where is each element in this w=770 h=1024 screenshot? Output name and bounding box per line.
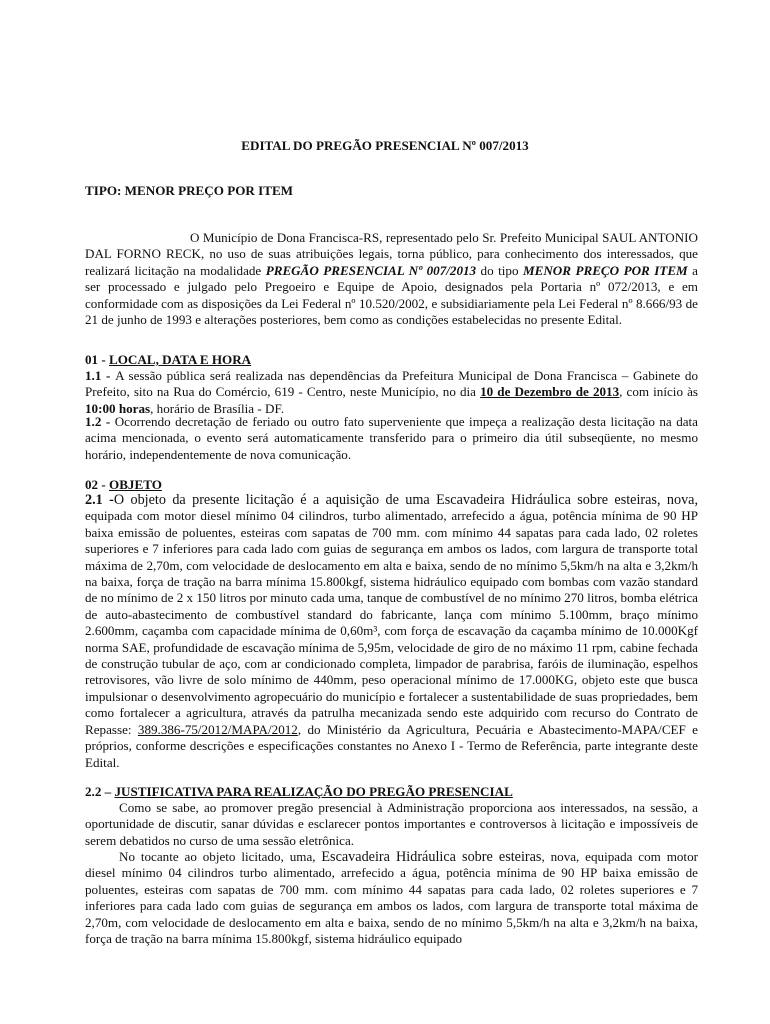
intro-paragraph [85, 230, 698, 328]
type-line: TIPO: MENOR PREÇO POR ITEM [85, 183, 294, 198]
item-1-1-text-2: , com início às [619, 384, 698, 400]
section-2-2-title: JUSTIFICATIVA PARA REALIZAÇÃO DO PREGÃO PRESENCIAL [114, 784, 513, 799]
intro-text-1: O Município de Dona Francisca-RS, representado pelo Sr. Prefeito Municipal SAUL ANTONIO DAL FORNO RECK, no uso de suas atribuições legais, torna público, para conhecimento dos interessados, que realizará licitação na modalidade [85, 230, 698, 278]
item-2-1-text-2: , do Ministério da Agricultura, Pecuária e Abastecimento-MAPA/CEF e próprios, conforme descrições e especificações constantes no Anexo I - Termo de Referência, parte integrante deste Edital. [85, 721, 698, 770]
section-2-2-heading [85, 784, 513, 800]
item-1-2-text: Ocorrendo decretação de feriado ou outro fato superveniente que impeça a realização desta licitação na data acima mencionada, o evento será automaticamente transferido para o primeiro dia útil subseqüente, no mesmo horário, independentemente de nova comunicação. [85, 414, 698, 462]
document-title: EDITAL DO PREGÃO PRESENCIAL Nº 007/2013 [241, 138, 529, 153]
item-1-1-text-3: , horário de Brasília - DF. [150, 400, 284, 416]
justification-paragraph-1: Como se sabe, ao promover pregão presencial à Administração proporciona aos interessados, na sessão, a oportunidade de discutir, sanar dúvidas e esclarecer pontos importantes e controversos à licitação e impossíveis de serem debatidos no curso de uma sessão eletrônica. [85, 800, 698, 848]
session-date: 10 de Dezembro de 2013 [480, 384, 620, 400]
section-01-heading [85, 352, 251, 368]
item-2-1-text-1: equipada com motor diesel mínimo 04 cilindros, turbo alimentado, arrefecido a água, potência mínima de 90 HP baixa emissão de poluentes, esteiras com sapatas de 700 mm. com mínimo 44 sapatas para cada lado, 02 roletes superiores e 7 inferiores para cada lado com guias de segurança em ambos os lados, com largura de transporte total máxima de 2,70m, com velocidade de deslocamento em alta e baixa, sendo de no mínimo 5,5km/h na alta e 3,2km/h na baixa, força de tração na barra mínima 15.800kgf, sistema hidráulico equipado com bombas com vazão standard de no mínimo de 2 x 150 litros por minuto cada uma, tanque de combustível de no mínimo 270 litros, bomba elétrica de auto-abastecimento de combustível standard do fabricante, lança com mínimo 5.100mm, braço mínimo 2.600mm, caçamba com capacidade mínima de 0,60m³, com força de escavação da caçamba mínimo de 10.000Kgf norma SAE, profundidade de escavação mínima de 5,95m, velocidade de giro de no máximo 11 rpm, cabine fechada de construção tubular de aço, com ar condicionado completa, limpador de parabrisa, faróis de iluminação, espelhos retrovisores, vão livre de solo mínimo de 440mm, peso operacional mínimo de 17.000KG, objeto este que busca impulsionar o desenvolvimento agropecuário do município e fortalecer a sustentabilidade de suas propriedades, bem como fortalecer a agricultura, através da patrulha mecanizada sendo este adquirido com recurso do Contrato de Repasse: [85, 508, 698, 737]
item-2-1 [85, 492, 698, 771]
item-2-1-lead: O objeto da presente licitação é a aquisição de uma Escavadeira Hidráulica sobre esteiras, nova, [113, 492, 699, 508]
intro-type: MENOR PREÇO POR ITEM [522, 262, 688, 278]
justification-text-1: No tocante ao objeto licitado, uma, [119, 849, 322, 864]
intro-text-3: a ser processado e julgado pelo Pregoeiro e Equipe de Apoio, designados pela Portaria nº 072/2013, e em conformidade com as disposições da Lei Federal nº 10.520/2002, e subsidiariamente pela Lei Federal nº 8.666/93 de 21 de junho de 1993 e alterações posteriores, bem como as condições estabelecidas no presente Edital. [85, 262, 698, 328]
section-01-title: LOCAL, DATA E HORA [109, 352, 252, 367]
intro-text-2: do tipo [476, 262, 523, 278]
item-1-1 [85, 368, 698, 417]
justification-text-2: , nova, equipada com motor diesel mínimo 04 cilindros turbo alimentado, arrefecido a água, potência mínima de 90 HP baixa emissão de poluentes, esteiras com sapatas de 700 mm. com mínimo 44 sapatas para cada lado, 02 roletes superiores e 7 inferiores para cada lado com guias de segurança em ambos os lados, com largura de transporte total máxima de 2,70m, com velocidade de deslocamento em alta e baixa, sendo de no mínimo 5,5km/h na alta e 3,2km/h na baixa, força de tração na barra mínima 15.800kgf, sistema hidráulico equipado [85, 849, 698, 947]
section-02-title: OBJETO [109, 477, 162, 492]
item-1-2 [85, 414, 698, 463]
item-2-1-number: 2.1 - [85, 492, 114, 508]
item-1-2-number: 1.2 - [85, 414, 115, 429]
item-1-1-text-1: A sessão pública será realizada nas dependências da Prefeitura Municipal de Dona Francisca – Gabinete do Prefeito, sito na Rua do Comércio, 619 - Centro, neste Município, no dia [85, 368, 698, 400]
section-01-number: 01 - [85, 352, 110, 367]
section-2-2-number: 2.2 – [85, 784, 115, 799]
justification-equipment: Escavadeira Hidráulica sobre esteiras [321, 849, 542, 865]
contract-number: 389.386-75/2012/MAPA/2012 [137, 721, 298, 737]
item-1-1-number: 1.1 - [85, 368, 116, 383]
section-02-number: 02 - [85, 477, 110, 492]
section-02-heading [85, 477, 162, 493]
intro-modality: PREGÃO PRESENCIAL Nº 007/2013 [265, 262, 477, 278]
justification-paragraph-2 [85, 849, 698, 947]
session-time: 10:00 horas [85, 400, 151, 416]
